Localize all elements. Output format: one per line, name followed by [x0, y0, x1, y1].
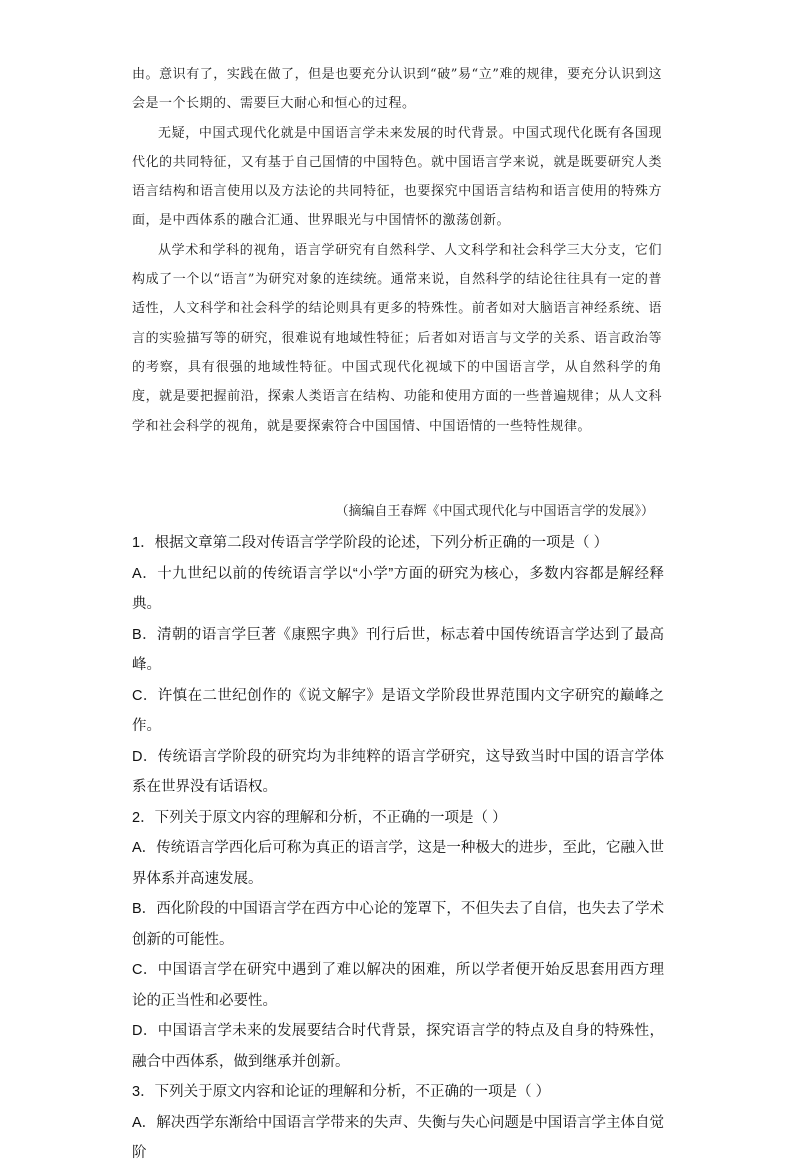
passage-paragraph: 无疑，中国式现代化就是中国语言学未来发展的时代背景。中国式现代化既有各国现代化的共同特征，又有基于自己国情的中国特色。就中国语言学来说，就是既要研究人类语言结构和语言使用以及方法论的共同特征，也要探究中国语言结构和语言使用的特殊方面，是中西体系的融合汇通、世界眼光与中国情怀的激荡创新。	[132, 125, 662, 229]
reading-passage	[132, 60, 662, 441]
question-stem: 2．下列关于原文内容的理解和分析，不正确的一项是（ ）	[132, 809, 507, 826]
answer-option: D．传统语言学阶段的研究均为非纯粹的语言学研究，这导致当时中国的语言学体系在世界没有话语权。	[132, 748, 664, 795]
answer-option: A．解决西学东渐给中国语言学带来的失声、失衡与失心问题是中国语言学主体自觉阶	[132, 1114, 664, 1161]
answer-option: B．清朝的语言学巨著《康熙字典》刊行后世，标志着中国传统语言学达到了最高峰。	[132, 626, 664, 673]
source-citation: （摘编自王春辉《中国式现代化与中国语言学的发展》）	[335, 504, 654, 519]
answer-option: C．许慎在二世纪创作的《说文解字》是语文学阶段世界范围内文字研究的巅峰之作。	[132, 687, 664, 734]
question-stem: 1．根据文章第二段对传语言学学阶段的论述，下列分析正确的一项是（ ）	[132, 535, 609, 551]
answer-option: D．中国语言学未来的发展要结合时代背景，探究语言学的特点及自身的特殊性，融合中西体系，做到继承并创新。	[132, 1023, 664, 1070]
question-section	[132, 528, 664, 1169]
answer-option: C．中国语言学在研究中遇到了难以解决的困难，所以学者便开始反思套用西方理论的正当性和必要性。	[132, 962, 664, 1009]
question-stem: 3．下列关于原文内容和论证的理解和分析，不正确的一项是（ ）	[132, 1084, 551, 1100]
answer-option: A．传统语言学西化后可称为真正的语言学，这是一种极大的进步，至此，它融入世界体系并高速发展。	[132, 840, 664, 887]
answer-option: B．西化阶段的中国语言学在西方中心论的笼罩下，不但失去了自信，也失去了学术创新的可能性。	[132, 901, 664, 948]
passage-paragraph: 由。意识有了，实践在做了，但是也要充分认识到“破”易“立”难的规律，要充分认识到这会是一个长期的、需要巨大耐心和恒心的过程。	[132, 67, 662, 112]
passage-paragraph: 从学术和学科的视角，语言学研究有自然科学、人文科学和社会科学三大分支，它们构成了一个以“语言”为研究对象的连续统。通常来说，自然科学的结论往往具有一定的普适性，人文科学和社会科学的结论则具有更多的特殊性。前者如对大脑语言神经系统、语言的实验描写等的研究，很难说有地域性特征；后者如对语言与文学的关系、语言政治等的考察，具有很强的地域性特征。中国式现代化视域下的中国语言学，从自然科学的角度，就是要把握前沿，探索人类语言在结构、功能和使用方面的一些普遍规律；从人文科学和社会科学的视角，就是要探索符合中国国情、中国语情的一些特性规律。	[132, 242, 662, 434]
answer-option: A．十九世纪以前的传统语言学以“小学”方面的研究为核心，多数内容都是解经释典。	[132, 565, 664, 612]
